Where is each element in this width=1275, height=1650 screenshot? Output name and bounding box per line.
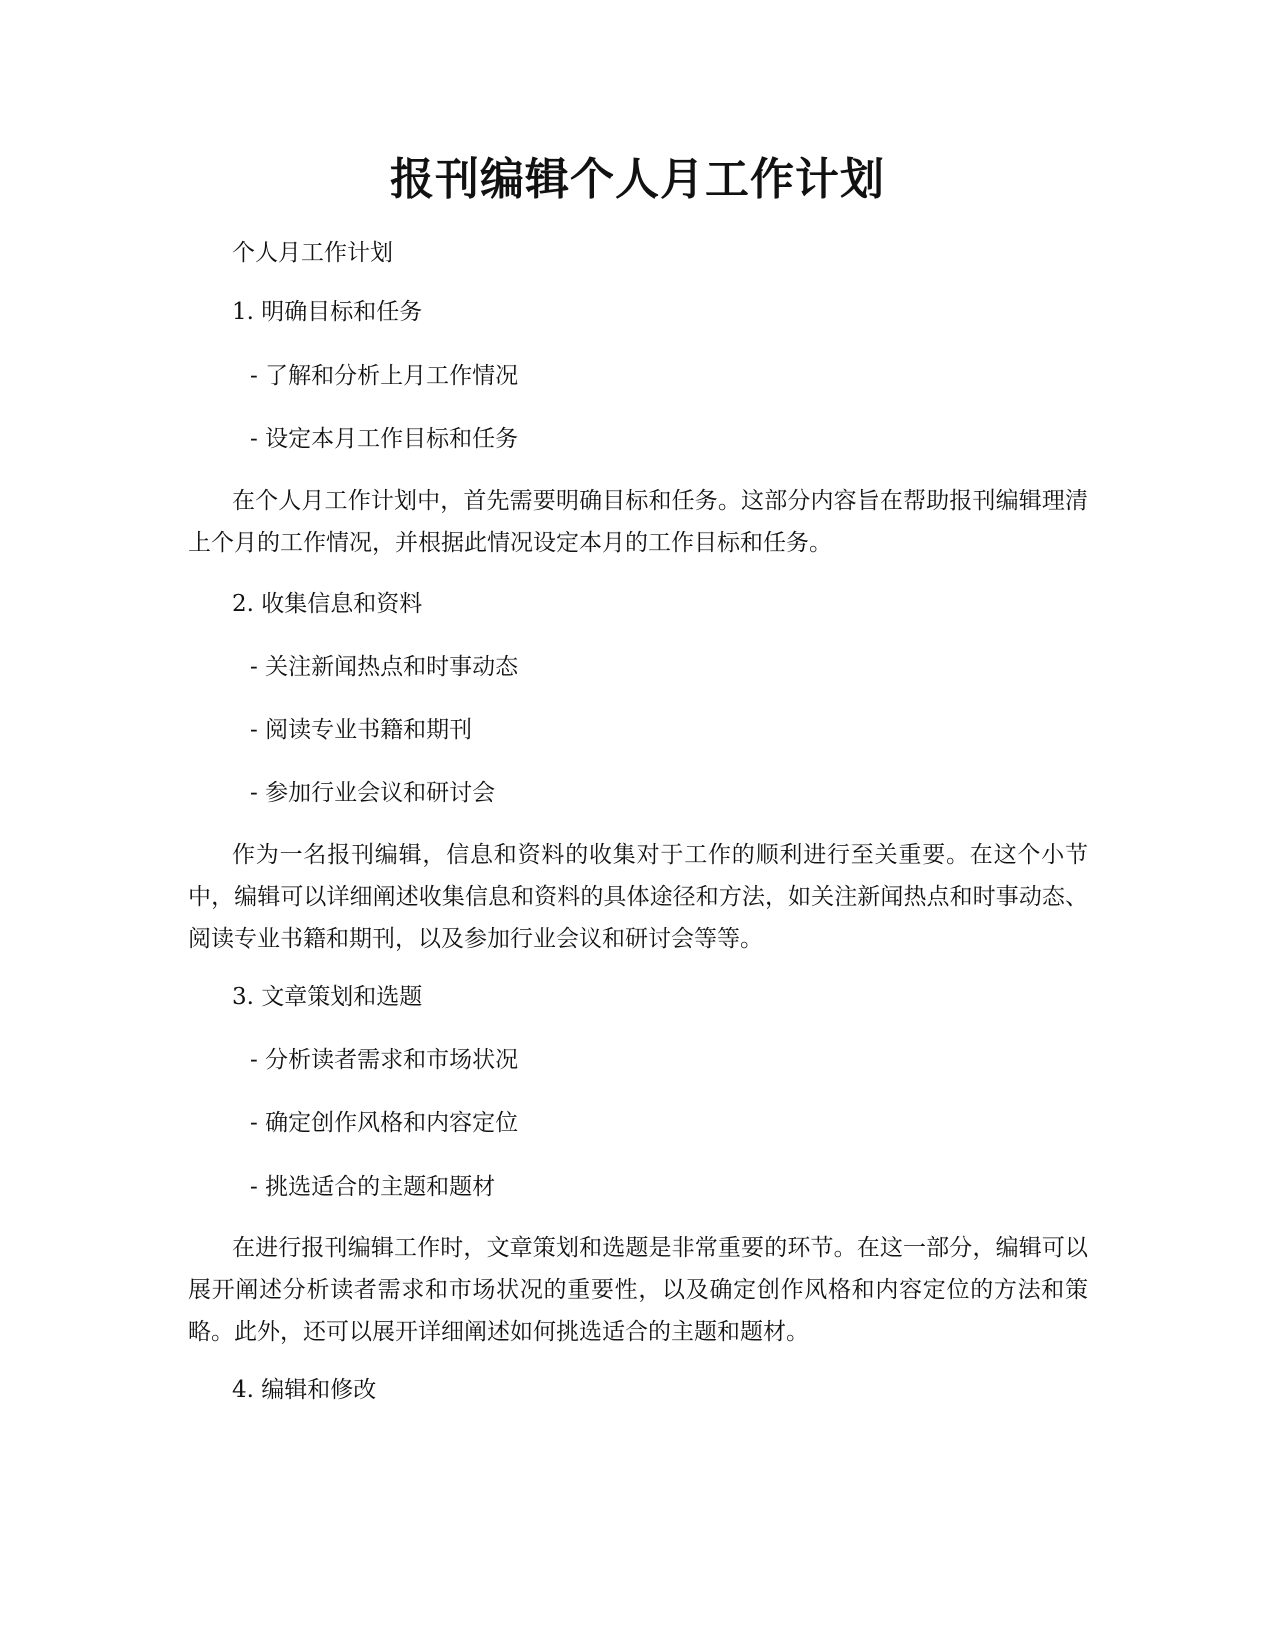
document-title: 报刊编辑个人月工作计划 bbox=[390, 154, 885, 205]
section-heading: 4. 编辑和修改 bbox=[232, 1377, 377, 1403]
document-subtitle: 个人月工作计划 bbox=[232, 240, 393, 266]
section-heading: 3. 文章策划和选题 bbox=[232, 984, 423, 1010]
list-item: - 确定创作风格和内容定位 bbox=[250, 1110, 519, 1136]
list-item: - 阅读专业书籍和期刊 bbox=[250, 717, 473, 743]
section-heading: 2. 收集信息和资料 bbox=[232, 591, 423, 617]
list-item: - 挑选适合的主题和题材 bbox=[250, 1174, 496, 1200]
list-item: - 设定本月工作目标和任务 bbox=[250, 426, 519, 452]
body-paragraph: 作为一名报刊编辑，信息和资料的收集对于工作的顺利进行至关重要。在这个小节中，编辑可以详细阐述收集信息和资料的具体途径和方法，如关注新闻热点和时事动态、阅读专业书籍和期刊，以及参加行业会议和研讨会等等。 bbox=[188, 842, 1088, 952]
list-item: - 分析读者需求和市场状况 bbox=[250, 1047, 519, 1073]
list-item: - 了解和分析上月工作情况 bbox=[250, 363, 519, 389]
list-item: - 参加行业会议和研讨会 bbox=[250, 780, 496, 806]
section-heading: 1. 明确目标和任务 bbox=[232, 299, 423, 325]
list-item: - 关注新闻热点和时事动态 bbox=[250, 654, 519, 680]
body-paragraph: 在个人月工作计划中，首先需要明确目标和任务。这部分内容旨在帮助报刊编辑理清上个月的工作情况，并根据此情况设定本月的工作目标和任务。 bbox=[188, 488, 1088, 556]
body-paragraph: 在进行报刊编辑工作时，文章策划和选题是非常重要的环节。在这一部分，编辑可以展开阐述分析读者需求和市场状况的重要性，以及确定创作风格和内容定位的方法和策略。此外，还可以展开详细阐述如何挑选适合的主题和题材。 bbox=[188, 1235, 1088, 1345]
